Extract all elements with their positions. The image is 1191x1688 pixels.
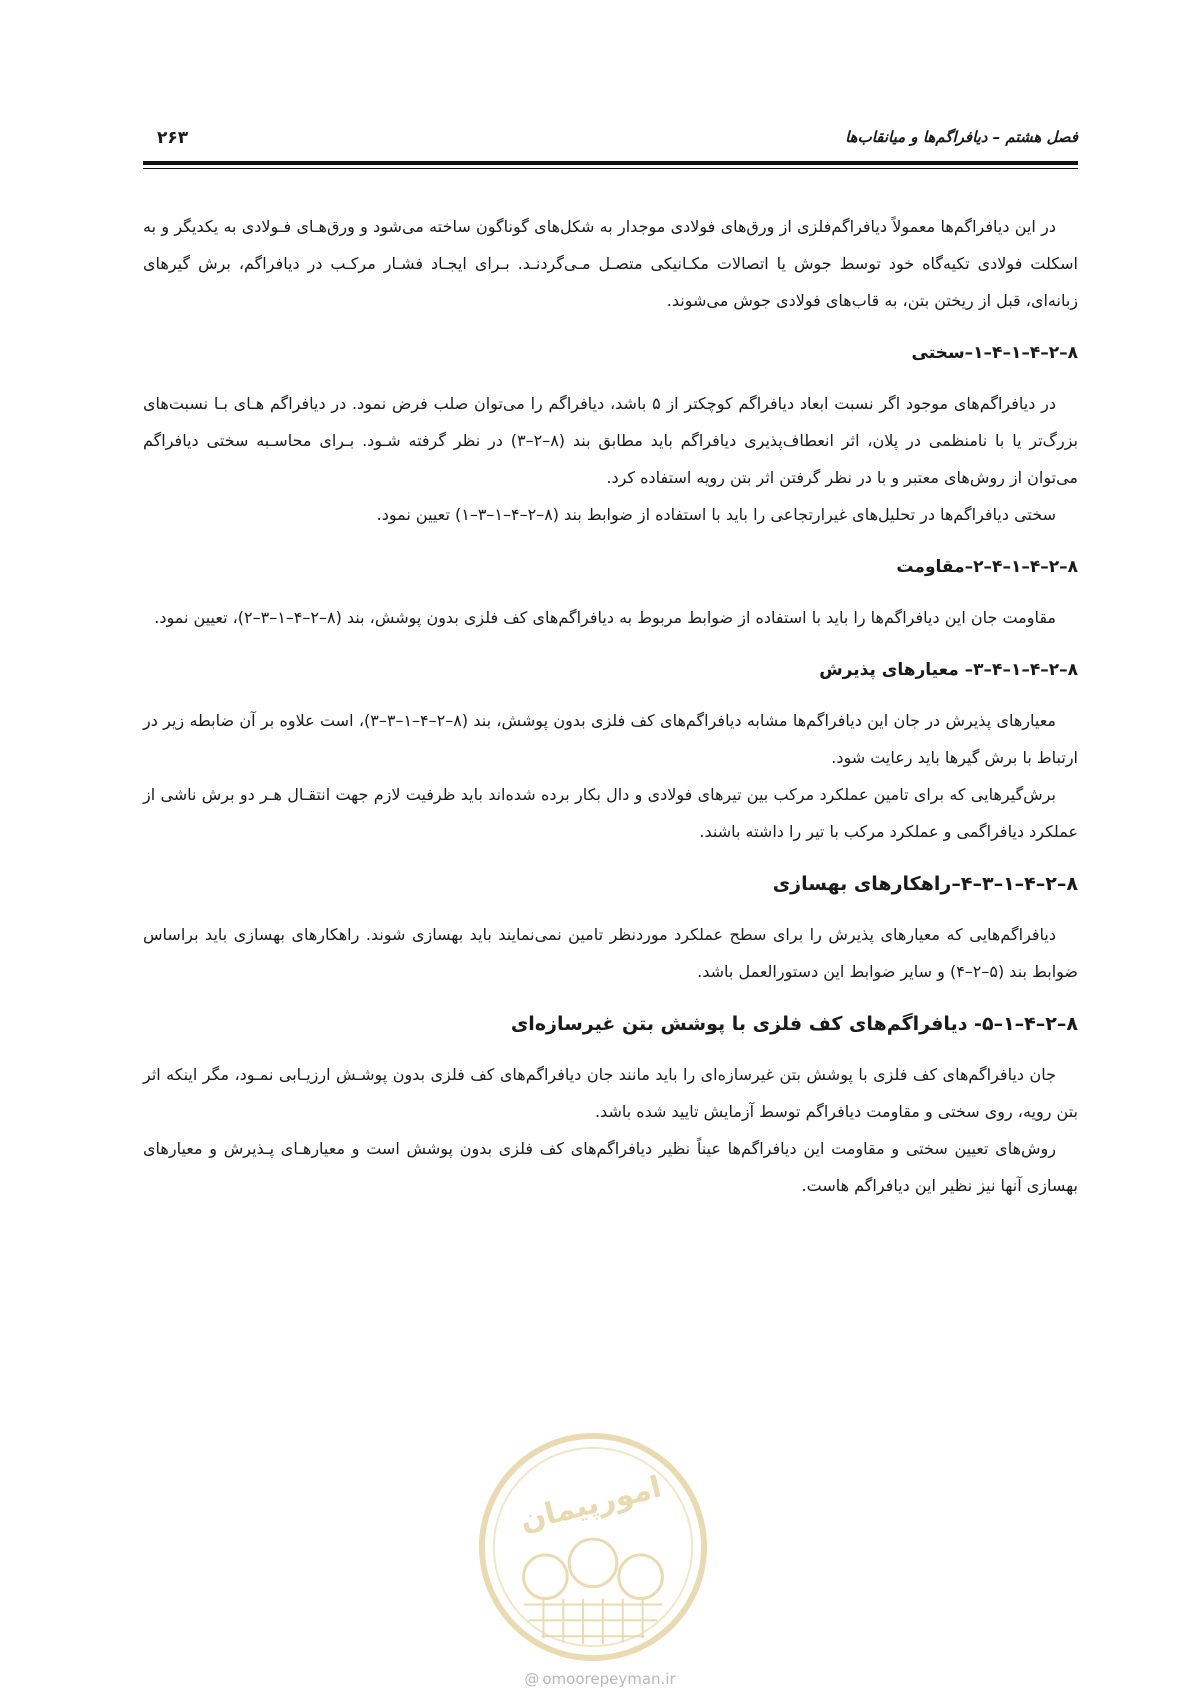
watermark-url-text: omoorepeyman.ir (542, 1670, 676, 1688)
stamp-lettering: امورپیمان (516, 1469, 665, 1539)
section-heading-nonstructural-concrete: ۸–۲–۴–۱–۵- دیافراگم‌های کف فلزی با پوشش بتن غیرسازه‌ای (510, 1013, 1078, 1035)
page-number: ۲۶۳ (157, 128, 189, 148)
retrofit-paragraph: دیافراگم‌هایی که معیارهای پذیرش را برای سطح عملکرد موردنظر تامین نمی‌نمایند باید بهسازی شوند. راهکارهای بهسازی باید براساس ضوابط بند (۵–۲–۴) و سایر ضوابط این دستورالعمل باشد. (143, 925, 1078, 981)
stiffness-paragraph-1: در دیافراگم‌های موجود اگر نسبت ابعاد دیافراگم کوچکتر از ۵ باشد، دیافراگم را می‌توان صلب فرض نمود. در دیافراگم هـای بـا نسبت‌های بزرگ‌تر یا با نامنظمی در پلان، اثر انعطاف‌پذیری دیافراگم باید مطابق بند (۸–۲–۳) در نظر گرفته شـود. بـرای محاسـبه سختی دیافراگم می‌توان از روش‌های معتبر و با در نظر گرفتن اثر بتن رویه استفاده کرد. (143, 394, 1078, 487)
section-heading-strength: ۸–۲–۴–۱–۴–۲–مقاومت (896, 557, 1078, 577)
page-header (143, 118, 1078, 150)
section-heading-stiffness: ۸–۲–۴–۱–۴–۱–سختی (911, 343, 1078, 363)
header-rule-thin (143, 168, 1078, 169)
header-rule-thick (143, 161, 1078, 165)
at-sign-icon: @ (524, 1670, 540, 1688)
strength-paragraph: مقاومت جان این دیافراگم‌ها را باید با استفاده از ضوابط مربوط به دیافراگم‌های کف فلزی بدون پوشش، بند (۸–۲–۴–۱–۳–۲)، تعیین نمود. (154, 608, 1056, 627)
nonstructural-paragraph-2: روش‌های تعیین سختی و مقاومت این دیافراگم‌ها عیناً نظیر دیافراگم‌های کف فلزی بدون پوشش است و معیارهـای پـذیرش و معیارهای بهسازی آنها نیز نظیر این دیافراگم هاست. (143, 1139, 1078, 1195)
page-body (143, 208, 1078, 1204)
nonstructural-paragraph-1: جان دیافراگم‌های کف فلزی با پوشش بتن غیرسازه‌ای را باید مانند جان دیافراگم‌های کف فلزی بدون پوشـش ارزیـابی نمـود، مگر اینکه اثر بتن رویه، روی سختی و مقاومت دیافراگم توسط آزمایش تایید شده باشد. (143, 1065, 1078, 1121)
running-head-chapter-title: فصل هشتم – دیافراگم‌ها و میانقاب‌ها (845, 128, 1078, 146)
watermark-url (480, 1670, 720, 1688)
stiffness-paragraph-2: سختی دیافراگم‌ها در تحلیل‌های غیرارتجاعی را باید با استفاده از ضوابط بند (۸–۲–۴–۱–۳–۱) تعیین نمود. (376, 505, 1056, 524)
section-heading-acceptance-criteria: ۸–۲–۴–۱–۴–۳– معیارهای پذیرش (819, 660, 1078, 680)
section-heading-retrofit: ۸–۲–۴–۱–۳–۴–راهکارهای بهسازی (772, 873, 1078, 895)
watermark-stamp-logo (474, 1428, 712, 1666)
intro-paragraph: در این دیافراگم‌ها معمولاً دیافراگم‌فلزی از ورق‌های فولادی موجدار به شکل‌های گوناگون ساخته می‌شود و ورق‌هـای فـولادی به یکدیگر و به اسکلت فولادی تکیه‌گاه خود توسط جوش یا اتصالات مکـانیکی متصـل مـی‌گردنـد. بـرای ایجـاد فشـار مرکـب در دیافراگم، برش گیرهای زبانه‌ای، قبل از ریختن بتن، به قاب‌های فولادی جوش می‌شوند. (143, 217, 1078, 310)
acceptance-paragraph-2: برش‌گیرهایی که برای تامین عملکرد مرکب بین تیرهای فولادی و دال بکار برده شده‌اند باید ظرفیت لازم جهت انتقـال هـر دو برش ناشی از عملکرد دیافراگمی و عملکرد مرکب با تیر را داشته باشند. (143, 785, 1078, 841)
acceptance-paragraph-1: معیارهای پذیرش در جان این دیافراگم‌ها مشابه دیافراگم‌های کف فلزی بدون پوشش، بند (۸–۲–۴–۱–۳–۳)، است علاوه بر آن ضابطه زیر در ارتباط با برش گیرها باید رعایت شود. (143, 711, 1078, 767)
